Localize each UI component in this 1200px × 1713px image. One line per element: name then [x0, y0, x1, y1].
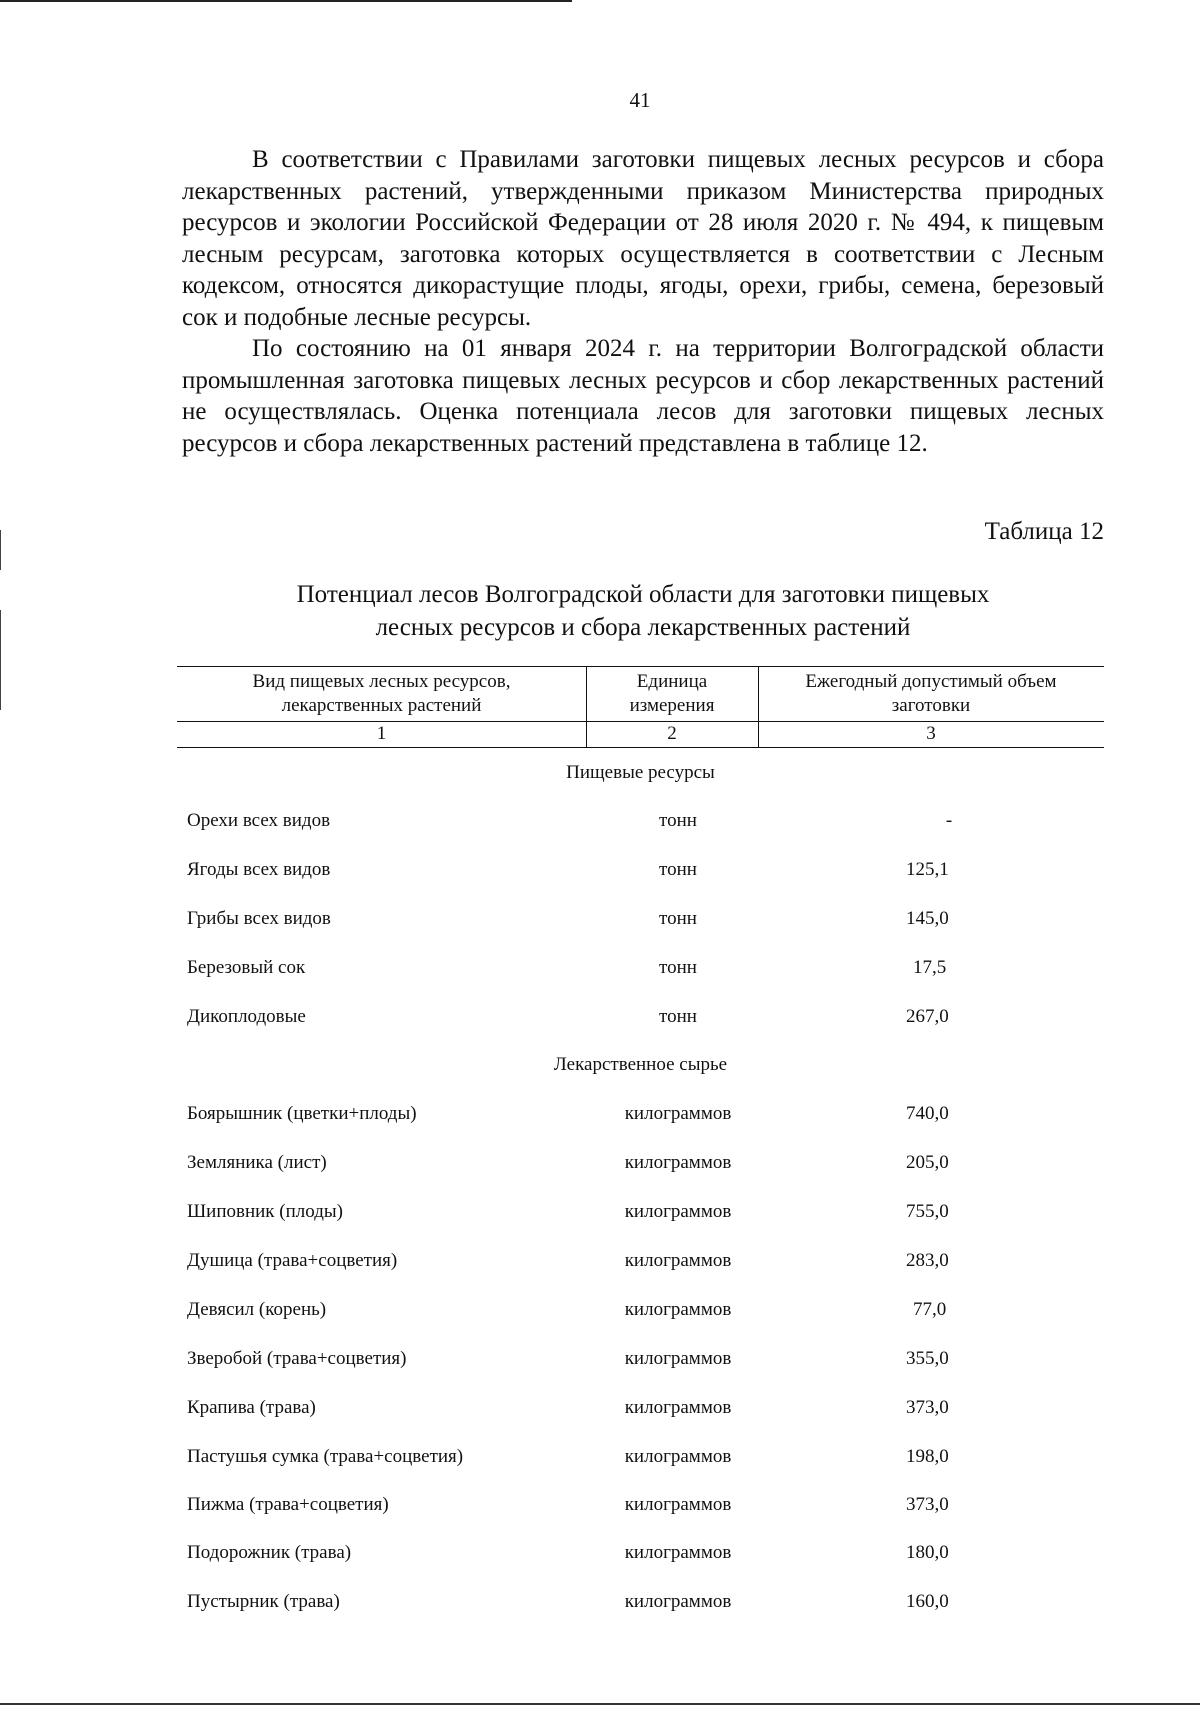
table-row [177, 1494, 1104, 1520]
resource-name: Березовый сок [187, 957, 306, 978]
column-number: 1 [376, 723, 387, 744]
resource-name: Шиповник (плоды) [187, 1201, 343, 1222]
resource-unit: килограммов [624, 1446, 732, 1467]
header-bottom-border [177, 747, 1104, 748]
table-row [177, 810, 1104, 836]
resource-unit: килограммов [624, 1494, 732, 1515]
resource-unit: килограммов [624, 1103, 732, 1124]
resource-name: Пижма (трава+соцветия) [187, 1494, 389, 1515]
header-annual-volume: Ежегодный допустимый объем заготовки [805, 671, 1057, 716]
table-row [177, 1591, 1104, 1617]
resource-name: Земляника (лист) [187, 1152, 327, 1173]
resource-value: 17,5 [913, 957, 947, 978]
page-number: 41 [629, 88, 651, 112]
table-title-line1: Потенциал лесов Волгоградской области для заготовки пищевых [296, 581, 990, 608]
table-row [177, 859, 1104, 885]
header-resource-type: Вид пищевых лесных ресурсов, лекарственных растений [252, 671, 511, 716]
resource-name: Зверобой (трава+соцветия) [187, 1348, 407, 1369]
table-label: Таблица 12 [984, 518, 1104, 545]
resource-unit: килограммов [624, 1299, 732, 1320]
resource-name: Орехи всех видов [187, 810, 331, 831]
resource-name: Подорожник (трава) [187, 1542, 352, 1563]
resource-value: 205,0 [906, 1152, 949, 1173]
resource-name: Пастушья сумка (трава+соцветия) [187, 1446, 464, 1467]
resource-name: Крапива (трава) [187, 1397, 316, 1418]
resource-value: 198,0 [906, 1446, 949, 1467]
table-row [177, 1542, 1104, 1568]
resource-unit: тонн [659, 908, 697, 929]
resource-name: Душица (трава+соцветия) [187, 1250, 398, 1271]
resource-unit: килограммов [624, 1591, 732, 1612]
resource-name: Грибы всех видов [187, 908, 331, 929]
paragraph-rules [182, 144, 1104, 333]
table-row [177, 908, 1104, 934]
resource-value: 755,0 [906, 1201, 949, 1222]
paragraph-rules-text: В соответствии с Правилами заготовки пищевых лесных ресурсов и сбора лекарственных растений, утвержденными приказом Министерства природных ресурсов и экологии Российской Федерации от 28 июля 2020 г. № 494, к пищевым лесным ресурсам, заготовка которых осуществляется в соответствии с Лесным кодексом, относятся дикорастущие плоды, ягоды, орехи, грибы, семена, березовый сок и подобные лесные ресурсы. [182, 146, 1104, 331]
header-unit: Единица измерения [629, 671, 715, 716]
scan-artifact-bottom [0, 1703, 1200, 1705]
resource-value: 180,0 [906, 1542, 949, 1563]
table-row [177, 1397, 1104, 1423]
resource-name: Дикоплодовые [187, 1006, 306, 1027]
column-number: 2 [667, 723, 677, 744]
resource-unit: тонн [659, 810, 697, 831]
column-number: 3 [926, 723, 936, 744]
resource-unit: тонн [659, 859, 697, 880]
table-row [177, 1348, 1104, 1374]
resource-value: 125,1 [906, 859, 949, 880]
section-food-resources: Пищевые ресурсы [566, 762, 715, 783]
scan-artifact-edge [0, 610, 1, 710]
resource-value: - [945, 810, 953, 831]
resource-unit: килограммов [624, 1250, 732, 1271]
resource-value: 355,0 [906, 1348, 949, 1369]
table-top-border [177, 666, 1104, 667]
resource-unit: килограммов [624, 1348, 732, 1369]
resource-unit: тонн [659, 957, 697, 978]
resource-value: 145,0 [906, 908, 949, 929]
resource-unit: тонн [659, 1006, 697, 1027]
resource-unit: килограммов [624, 1201, 732, 1222]
resource-unit: килограммов [624, 1542, 732, 1563]
paragraph-status-text: По состоянию на 01 января 2024 г. на территории Волгоградской области промышленная заготовка пищевых лесных ресурсов и сбор лекарственных растений не осуществлялась. Оценка потенциала лесов для заготовки пищевых лесных ресурсов и сбора лекарственных растений представлена в таблице 12. [182, 335, 1104, 457]
table-row [177, 1201, 1104, 1227]
section-medicinal-raw: Лекарственное сырье [553, 1054, 728, 1075]
resource-name: Девясил (корень) [187, 1299, 327, 1320]
table-row [177, 957, 1104, 983]
paragraph-status [182, 333, 1104, 459]
scan-artifact-top [0, 0, 572, 2]
resource-value: 373,0 [906, 1494, 949, 1515]
scan-artifact-edge [0, 530, 1, 570]
resource-name: Ягоды всех видов [187, 859, 331, 880]
table-row [177, 1446, 1104, 1472]
table-row [177, 1103, 1104, 1129]
resource-value: 283,0 [906, 1250, 949, 1271]
resource-unit: килограммов [624, 1152, 732, 1173]
table-title-line2: лесных ресурсов и сбора лекарственных растений [375, 614, 911, 641]
table-row [177, 1250, 1104, 1276]
resource-value: 373,0 [906, 1397, 949, 1418]
resource-name: Пустырник (трава) [187, 1591, 340, 1612]
resource-unit: килограммов [624, 1397, 732, 1418]
resource-name: Боярышник (цветки+плоды) [187, 1103, 417, 1124]
resource-value: 77,0 [913, 1299, 947, 1320]
resource-value: 160,0 [906, 1591, 949, 1612]
table-title [182, 578, 1104, 644]
table-row [177, 1299, 1104, 1325]
table-row [177, 1006, 1104, 1032]
resource-value: 267,0 [906, 1006, 949, 1027]
resource-value: 740,0 [906, 1103, 949, 1124]
table-row [177, 1152, 1104, 1178]
